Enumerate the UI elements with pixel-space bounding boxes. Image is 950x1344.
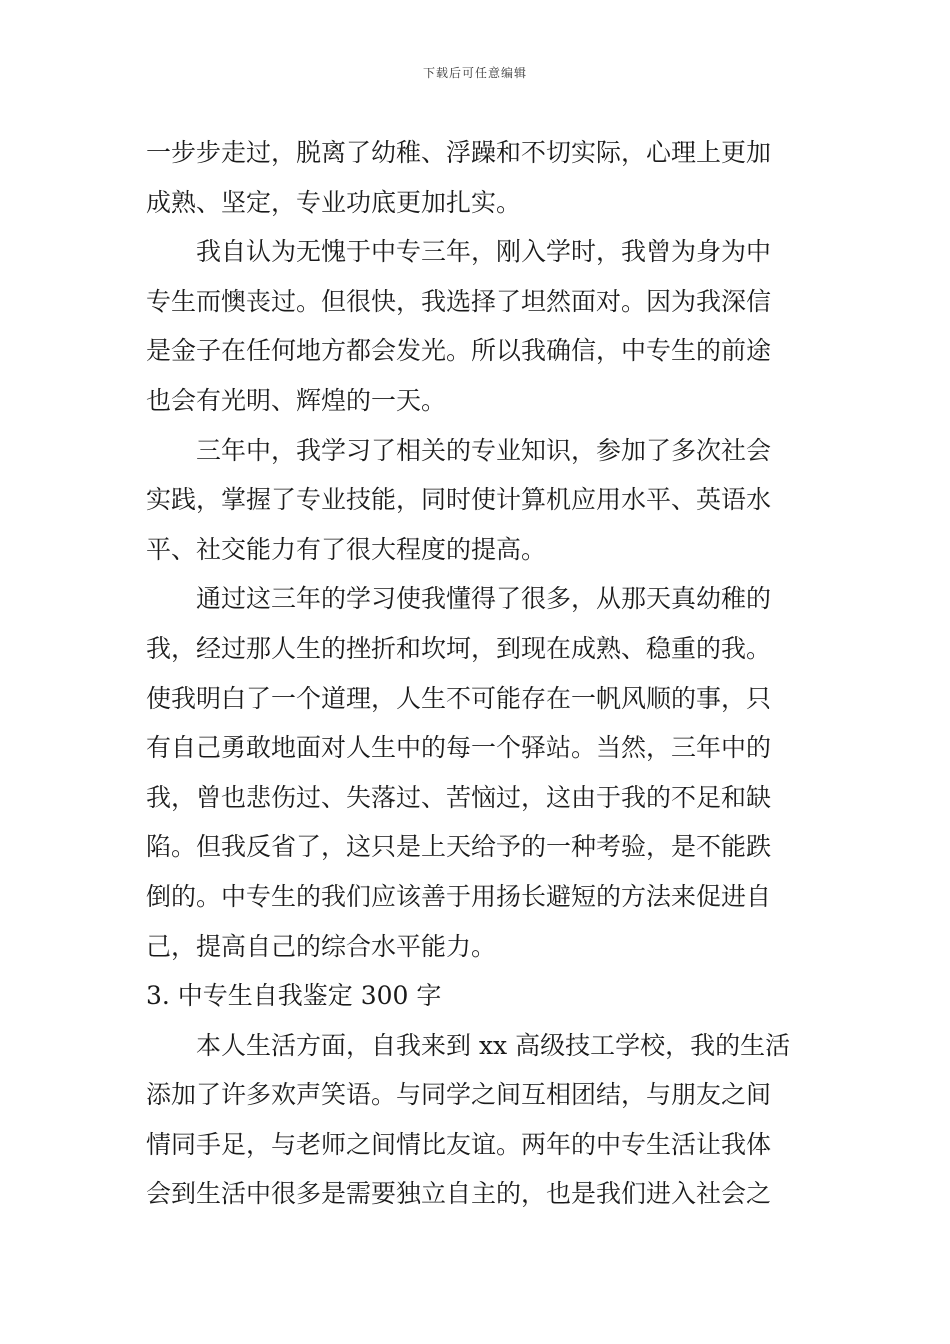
text-line: 是金子在任何地方都会发光。所以我确信，中专生的前途 (146, 336, 772, 366)
text-line: 情同手足，与老师之间情比友谊。两年的中专生活让我体 (146, 1129, 772, 1159)
paragraph-start: 三年中，我学习了相关的专业知识，参加了多次社会 (196, 435, 772, 465)
text-line: 有自己勇敢地面对人生中的每一个驿站。当然，三年中的 (146, 733, 772, 763)
header-note: 下载后可任意编辑 (422, 66, 527, 80)
document-body (146, 128, 810, 1219)
paragraph-start: 我自认为无愧于中专三年，刚入学时，我曾为身为中 (196, 237, 772, 267)
text-line: 会到生活中很多是需要独立自主的，也是我们进入社会之 (146, 1179, 772, 1209)
section-heading: 3. 中专生自我鉴定 300 字 (146, 981, 442, 1011)
text-line: 成熟、坚定，专业功底更加扎实。 (146, 187, 522, 217)
text-line: 添加了许多欢声笑语。与同学之间互相团结，与朋友之间 (146, 1080, 772, 1110)
text-line: 我，曾也悲伤过、失落过、苦恼过，这由于我的不足和缺 (146, 782, 772, 812)
text-line: 倒的。中专生的我们应该善于用扬长避短的方法来促进自 (146, 881, 772, 911)
text-line: 一步步走过，脱离了幼稚、浮躁和不切实际，心理上更加 (146, 138, 772, 167)
text-line: 专生而懊丧过。但很快，我选择了坦然面对。因为我深信 (146, 286, 772, 316)
text-line: 我，经过那人生的挫折和坎坷，到现在成熟、稳重的我。 (146, 633, 772, 663)
text-line: 陷。但我反省了，这只是上天给予的一种考验，是不能跌 (146, 832, 772, 862)
text-line: 也会有光明、辉煌的一天。 (146, 385, 447, 415)
text-line: 使我明白了一个道理，人生不可能存在一帆风顺的事，只 (146, 683, 772, 713)
paragraph-start: 通过这三年的学习使我懂得了很多，从那天真幼稚的 (196, 584, 772, 614)
paragraph-start: 本人生活方面，自我来到 xx 高级技工学校，我的生活 (196, 1030, 791, 1060)
text-line: 己，提高自己的综合水平能力。 (146, 931, 497, 961)
text-line: 平、社交能力有了很大程度的提高。 (146, 534, 547, 564)
text-line: 实践，掌握了专业技能，同时使计算机应用水平、英语水 (146, 485, 772, 515)
